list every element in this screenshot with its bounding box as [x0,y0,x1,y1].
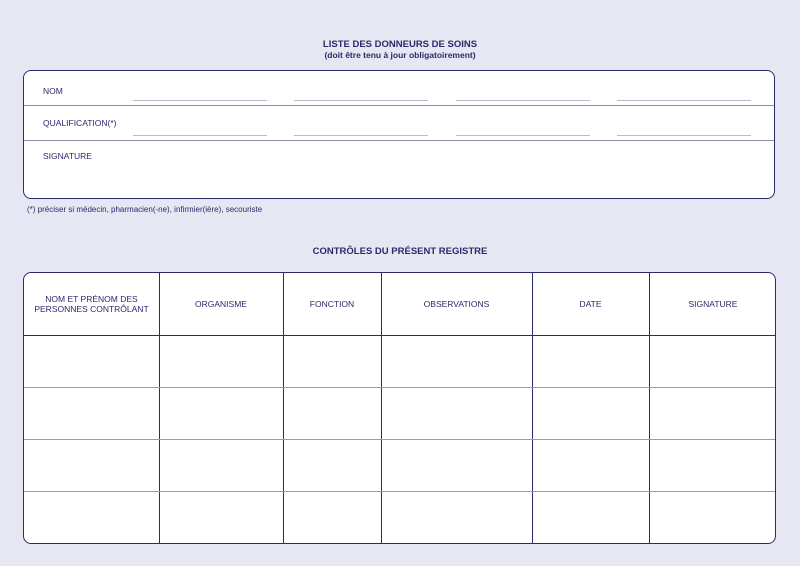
qualification-field-3[interactable] [456,135,590,136]
col-header-organisme: ORGANISME [195,299,247,309]
nom-label: NOM [43,86,63,96]
signature-label: SIGNATURE [43,151,92,161]
col-header-fonction: FONCTION [309,299,355,309]
qualification-field-1[interactable] [133,135,267,136]
controles-title: CONTRÔLES DU PRÉSENT REGISTRE [312,246,488,257]
signature-area[interactable] [124,145,764,192]
nom-field-3[interactable] [456,100,590,101]
col-header-date: DATE [579,299,602,309]
nom-field-4[interactable] [617,100,751,101]
row-divider [24,140,774,141]
donneurs-subtitle: (doit être tenu à jour obligatoirement) [324,50,476,60]
controles-table [23,272,776,544]
table-row[interactable] [24,440,775,491]
table-row[interactable] [24,388,775,439]
footnote: (*) préciser si médecin, pharmacien(-ne), infirmier(ière), secouriste [27,205,263,214]
table-row[interactable] [24,336,775,387]
col-header-observations: OBSERVATIONS [423,299,490,309]
row-divider [24,105,774,106]
nom-field-2[interactable] [294,100,428,101]
qualification-field-4[interactable] [617,135,751,136]
qualification-label: QUALIFICATION(*) [43,118,117,128]
col-header-signature: SIGNATURE [688,299,738,309]
nom-field-1[interactable] [133,100,267,101]
col-header-nom-prenom: NOM ET PRÉNOM DES PERSONNES CONTRÔLANT [34,294,149,314]
donneurs-form [23,70,775,199]
qualification-field-2[interactable] [294,135,428,136]
donneurs-title: LISTE DES DONNEURS DE SOINS [322,39,478,50]
table-row[interactable] [24,492,775,543]
